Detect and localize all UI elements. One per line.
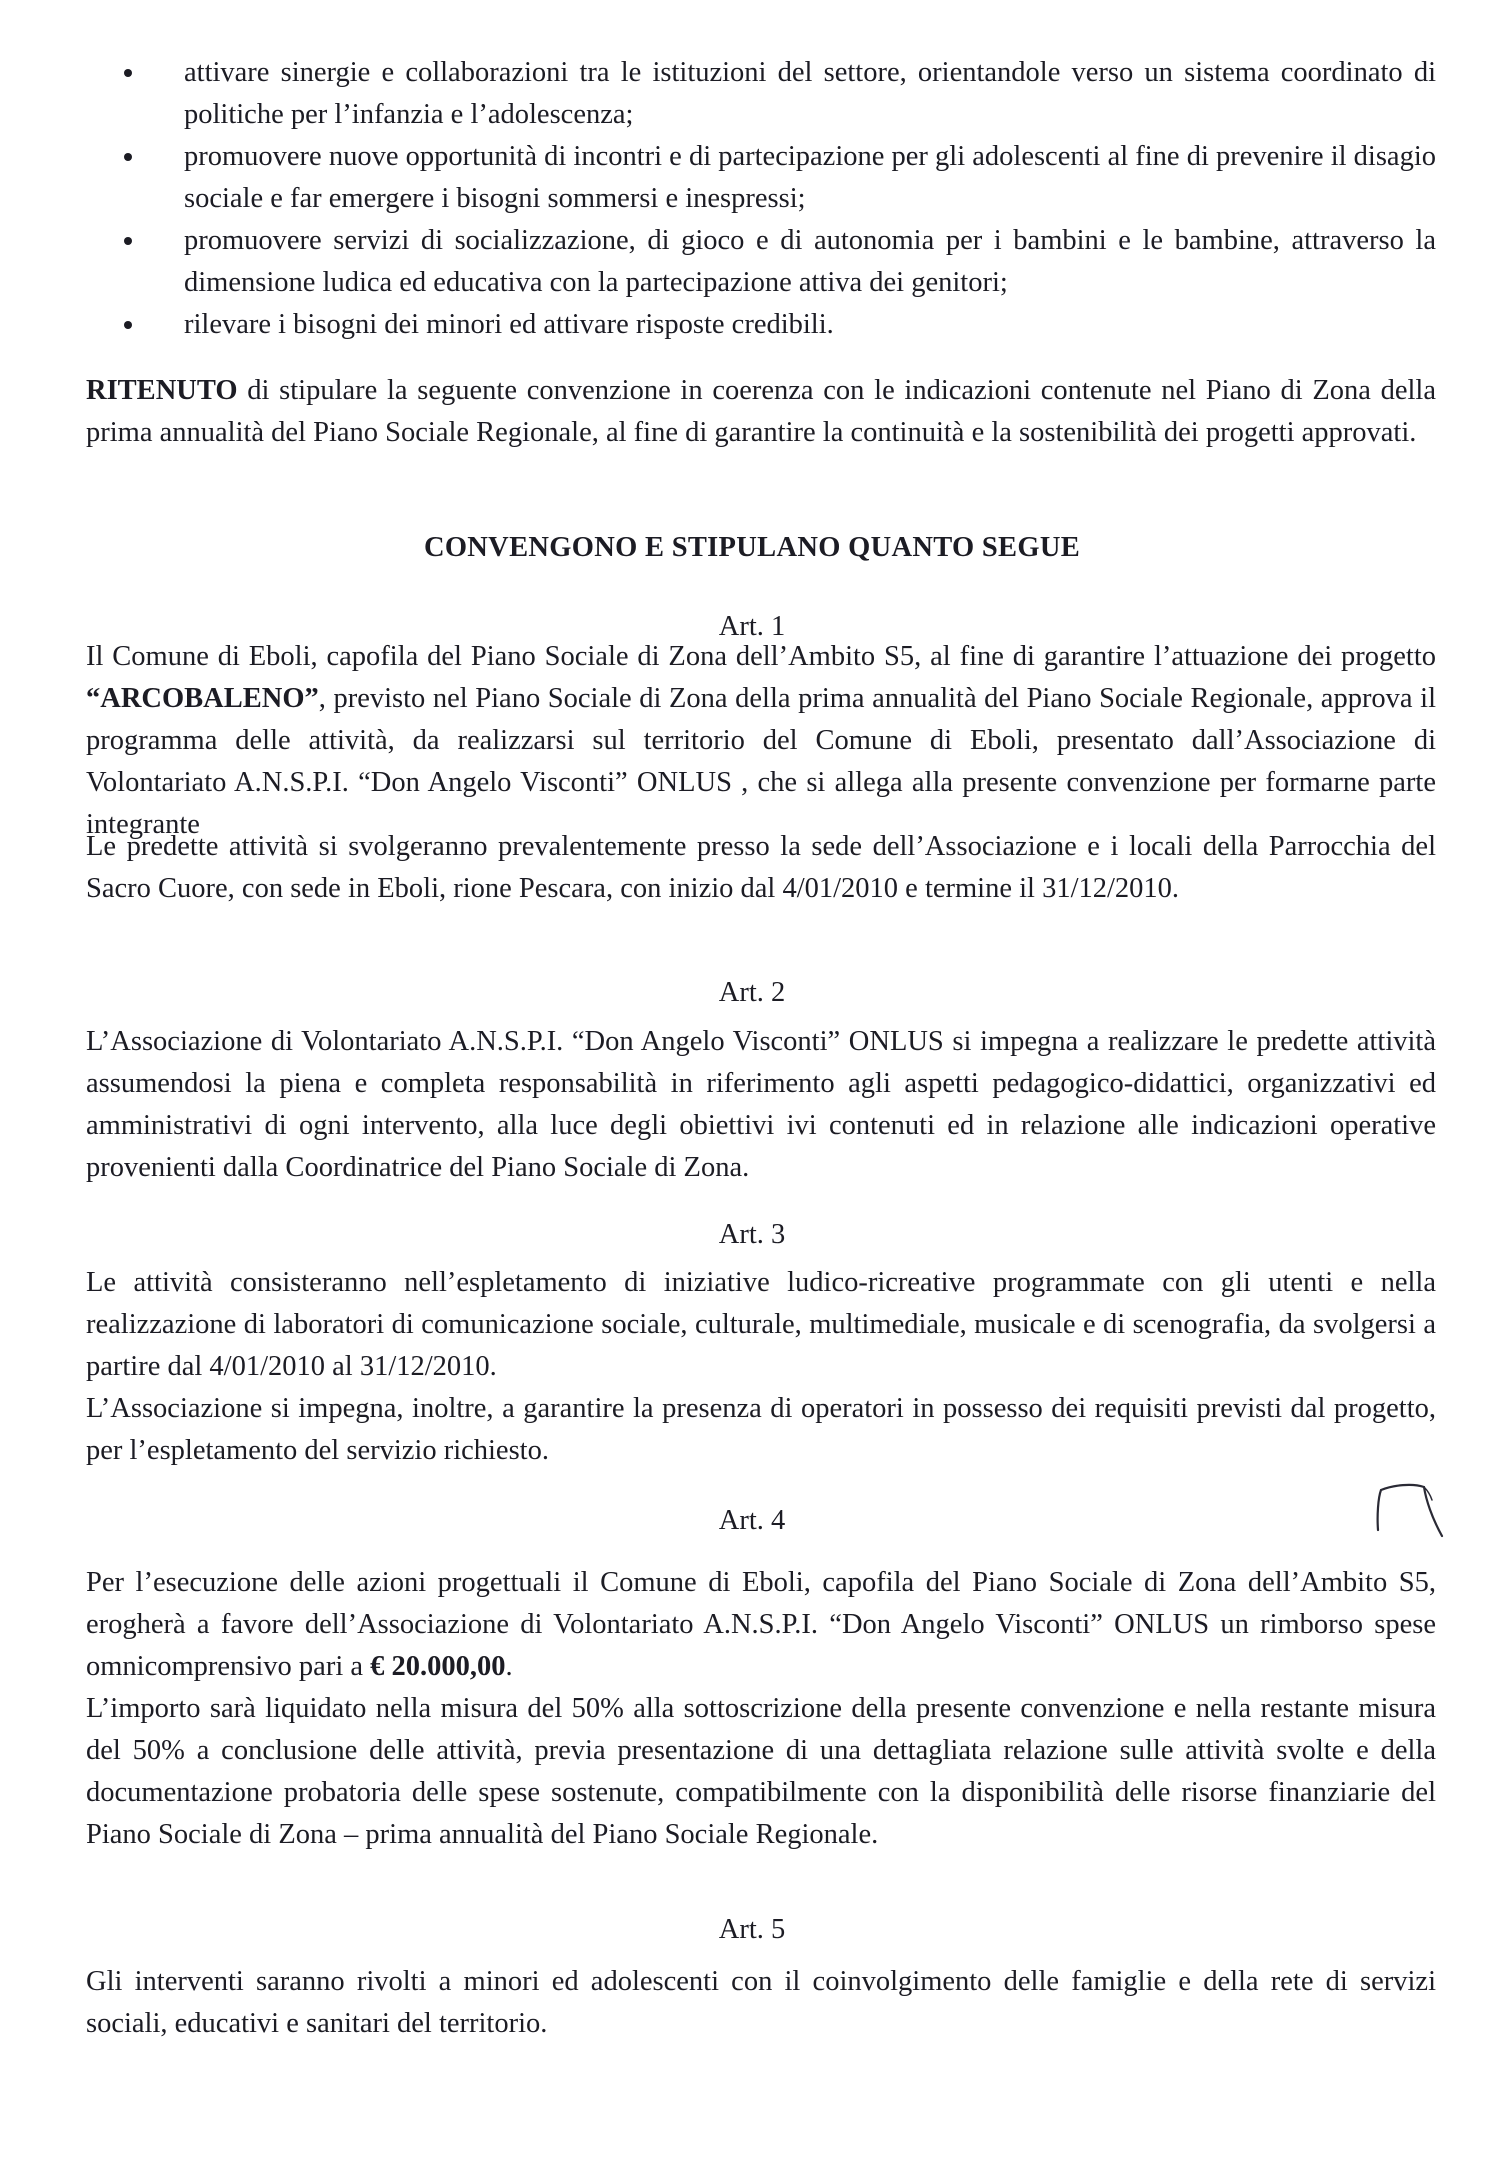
article-1-paragraph-2: Le predette attività si svolgeranno prevalentemente presso la sede dell’Associazione e i locali della Parrocchia del Sacro Cuore, con sede in Eboli, rione Pescara, con inizio dal 4/01/2010 e termine il 31/12/2010.: [86, 831, 1436, 904]
article-1-text: Il Comune di Eboli, capofila del Piano Sociale di Zona dell’Ambito S5, al fine di garantire l’attuazione dei progetto: [86, 641, 1436, 672]
list-item: rilevare i bisogni dei minori ed attivare risposte credibili.: [86, 304, 1436, 346]
objectives-list: [86, 52, 1436, 346]
article-3-paragraph-2: L’Associazione si impegna, inoltre, a garantire la presenza di operatori in possesso dei requisiti previsti dal progetto, per l’espletamento del servizio richiesto.: [86, 1393, 1436, 1466]
article-3-paragraph: Le attività consisteranno nell’espletamento di iniziative ludico-ricreative programmate con gli utenti e nella realizzazione di laboratori di comunicazione sociale, culturale, multimediale, musicale e di scenografia, da svolgersi a partire dal 4/01/2010 al 31/12/2010.: [86, 1267, 1436, 1382]
ritenuto-text: di stipulare la seguente convenzione in coerenza con le indicazioni contenute nel Piano di Zona della prima annualità del Piano Sociale Regionale, al fine di garantire la continuità e la sostenibilità dei progetti approvati.: [86, 375, 1436, 448]
list-item: attivare sinergie e collaborazioni tra le istituzioni del settore, orientandole verso un sistema coordinato di politiche per l’infanzia e l’adolescenza;: [86, 52, 1436, 136]
article-1-title: Art. 1: [718, 611, 786, 642]
article-4-paragraph-2: L’importo sarà liquidato nella misura del 50% alla sottoscrizione della presente convenzione e nella restante misura del 50% a conclusione delle attività, previa presentazione di una dettagliata relazione sulle attività svolte e della documentazione probatoria delle spese sostenute, compatibilmente con la disponibilità delle risorse finanziarie del Piano Sociale di Zona – prima annualità del Piano Sociale Regionale.: [86, 1693, 1436, 1850]
ritenuto-lead: RITENUTO: [86, 375, 238, 406]
article-4-title: Art. 4: [718, 1505, 786, 1536]
list-item: promuovere nuove opportunità di incontri e di partecipazione per gli adolescenti al fine di prevenire il disagio sociale e far emergere i bisogni sommersi e inespressi;: [86, 136, 1436, 220]
article-1-paragraph: [86, 636, 1436, 846]
article-2-paragraph: L’Associazione di Volontariato A.N.S.P.I. “Don Angelo Visconti” ONLUS si impegna a realizzare le predette attività assumendosi la piena e completa responsabilità in riferimento agli aspetti pedagogico-didattici, organizzativi ed amministrativi di ogni intervento, alla luce degli obiettivi ivi contenuti ed in relazione alle indicazioni operative provenienti dalla Coordinatrice del Piano Sociale di Zona.: [86, 1026, 1436, 1183]
list-item: promuovere servizi di socializzazione, di gioco e di autonomia per i bambini e le bambine, attraverso la dimensione ludica ed educativa con la partecipazione attiva dei genitori;: [86, 220, 1436, 304]
article-4-paragraph: [86, 1562, 1436, 1688]
article-5-title: Art. 5: [718, 1914, 786, 1945]
article-3-title: Art. 3: [718, 1219, 786, 1250]
amount: € 20.000,00: [370, 1651, 506, 1682]
handwritten-initials-mark: [1372, 1478, 1452, 1548]
article-4-text-end: .: [505, 1651, 513, 1682]
article-5-paragraph: Gli interventi saranno rivolti a minori ed adolescenti con il coinvolgimento delle famiglie e della rete di servizi sociali, educativi e sanitari del territorio.: [86, 1966, 1436, 2039]
article-4-text: Per l’esecuzione delle azioni progettuali il Comune di Eboli, capofila del Piano Sociale di Zona dell’Ambito S5, erogherà a favore dell’Associazione di Volontariato A.N.S.P.I. “Don Angelo Visconti” ONLUS un rimborso spese omnicomprensivo pari a: [86, 1567, 1436, 1682]
project-name: “ARCOBALENO”: [86, 683, 319, 714]
article-1-text-cont: , previsto nel Piano Sociale di Zona della prima annualità del Piano Sociale Regionale, approva il programma delle attività, da realizzarsi sul territorio del Comune di Eboli, presentato dall’Associazione di Volontariato A.N.S.P.I. “Don Angelo Visconti” ONLUS , che si allega alla presente convenzione per formarne parte integrante: [86, 683, 1436, 840]
ritenuto-paragraph: [86, 370, 1436, 454]
section-heading: CONVENGONO E STIPULANO QUANTO SEGUE: [423, 532, 1081, 563]
article-2-title: Art. 2: [718, 977, 786, 1008]
